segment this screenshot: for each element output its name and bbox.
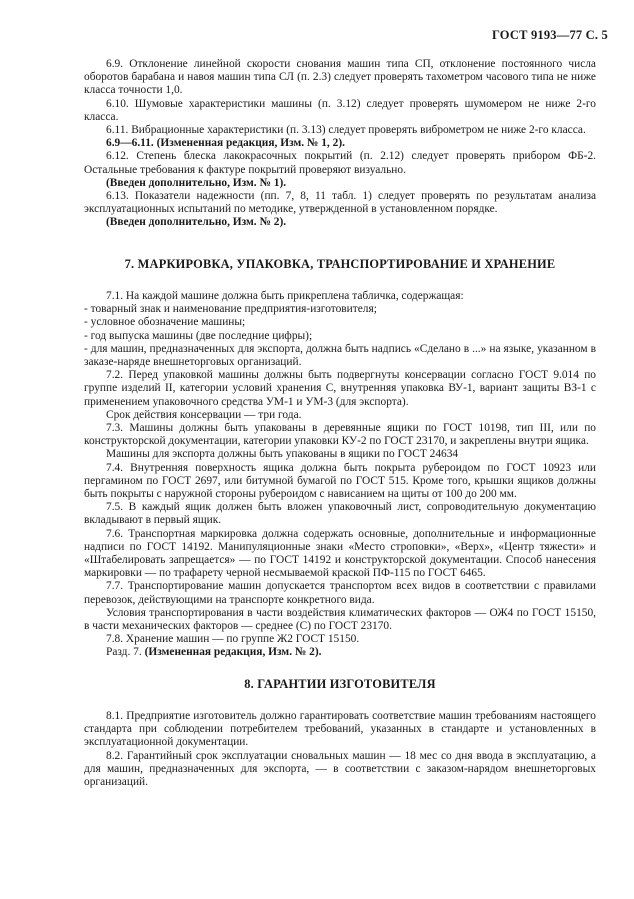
list-item: - для машин, предназначенных для экспорта, должна быть надпись «Сделано в ...» на языке, указанном в заказе-наряде внешнеторговых организаций.: [84, 342, 596, 369]
amendment-note-6-12: (Введен дополнительно, Изм. № 1).: [106, 176, 287, 189]
paragraph-7-1: 7.1. На каждой машине должна быть прикреплена табличка, содержащая:: [106, 290, 464, 302]
paragraph-8-1: 8.1. Предприятие изготовитель должно гарантировать соответствие машин требованиям настоящего стандарта при соблюдении потребителем требований, указанных в стандарте и установленных в эксплуатационной документации.: [84, 710, 596, 749]
paragraph-7-6: 7.6. Транспортная маркировка должна содержать основные, дополнительные и информационные надписи по ГОСТ 14192. Манипуляционные знаки «Место строповки», «Верх», «Центр тяжести» и «Штабелировать запрещается» — по ГОСТ 14192 и конструкторской документации. Способ нанесения маркировки — по трафарету черной несмываемой краской ПФ-115 по ГОСТ 6465.: [84, 527, 596, 580]
paragraph-6-10: 6.10. Шумовые характеристики машины (п. 3.12) следует проверять шумомером не ниже 2-го класса.: [84, 97, 596, 123]
section-8-heading: 8. ГАРАНТИИ ИЗГОТОВИТЕЛЯ: [244, 677, 436, 691]
paragraph-6-12: 6.12. Степень блеска лакокрасочных покрытий (п. 2.12) следует проверять прибором ФБ-2. Остальные требования к фактуре покрытий проверяют визуально.: [84, 150, 596, 176]
amendment-note-6-13: (Введен дополнительно, Изм. № 2).: [106, 216, 287, 229]
paragraph-transport-conditions: Условия транспортирования в части воздействия климатических факторов — ОЖ4 по ГОСТ 15150, в части механических факторов — среднее (С) по ГОСТ 23170.: [84, 606, 596, 633]
paragraph-7-2: 7.2. Перед упаковкой машины должны быть подвергнуты консервации согласно ГОСТ 9.014 по группе изделий II, категории условий хранения С, внутренняя упаковка ВУ-1, вариант защиты ВЗ-1 с применением упаковочного средства УМ-1 и УМ-3 (для экспорта).: [84, 369, 596, 408]
paragraph-7-4: 7.4. Внутренняя поверхность ящика должна быть покрыта рубероидом по ГОСТ 10923 или пергамином по ГОСТ 2697, или битумной бумагой по ГОСТ 515. Кроме того, крышки ящиков должны быть покрыты с наружной стороны рубероидом с нависанием на щиты от 100 до 200 мм.: [84, 461, 596, 501]
amendment-note-section-7: [84, 646, 596, 659]
amendment-note-6-9-6-11: 6.9—6.11. (Измененная редакция, Изм. № 1, 2).: [106, 137, 345, 150]
paragraph-8-2: 8.2. Гарантийный срок эксплуатации сновальных машин — 18 мес со дня ввода в эксплуатацию, а для машин, предназначенных для экспорта, — в соответствии с заказом-нарядом внешнеторговых организаций.: [84, 749, 596, 789]
section-6-block: [84, 58, 596, 230]
paragraph-export-packing: Машины для экспорта должны быть упакованы в ящики по ГОСТ 24634: [106, 448, 459, 461]
paragraph-6-13: 6.13. Показатели надежности (пп. 7, 8, 11 табл. 1) следует проверять по результатам анализа эксплуатационных испытаний по методике, утвержденной в установленном порядке.: [84, 190, 596, 216]
section-7-heading: 7. МАРКИРОВКА, УПАКОВКА, ТРАНСПОРТИРОВАНИЕ И ХРАНЕНИЕ: [124, 257, 556, 271]
list-item: - год выпуска машины (две последние цифры);: [84, 329, 313, 342]
paragraph-7-5: 7.5. В каждый ящик должен быть вложен упаковочный лист, сопроводительную документацию вкладывают в первый ящик.: [84, 501, 596, 527]
paragraph-conservation-term: Срок действия консервации — три года.: [106, 408, 302, 421]
paragraph-6-11: 6.11. Вибрационные характеристики (п. 3.13) следует проверять виброметром не ниже 2-го класса.: [106, 124, 586, 137]
section-7-block: [84, 290, 596, 660]
paragraph-7-3: 7.3. Машины должны быть упакованы в деревянные ящики по ГОСТ 10198, тип III, или по конструкторской документации, категории упаковки КУ-2 по ГОСТ 23170, и закреплены внутри ящика.: [84, 422, 596, 448]
list-item: - товарный знак и наименование предприятия-изготовителя;: [84, 303, 377, 316]
amendment-note-prefix: Разд. 7.: [106, 646, 142, 659]
list-item: - условное обозначение машины;: [84, 316, 246, 329]
page-header: ГОСТ 9193—77 С. 5: [491, 28, 608, 42]
paragraph-7-7: 7.7. Транспортирование машин допускается транспортом всех видов в соответствии с правилами перевозок, действующими на транспорте конкретного вида.: [84, 580, 596, 606]
section-8-block: [84, 710, 596, 789]
paragraph-6-9: 6.9. Отклонение линейной скорости снования машин типа СП, отклонение постоянного числа оборотов барабана и навоя машин типа СЛ (п. 2.3) следует проверять тахометром часового типа не ниже класса точности 1,0.: [84, 58, 596, 97]
paragraph-7-8: 7.8. Хранение машин — по группе Ж2 ГОСТ 15150.: [106, 633, 360, 646]
amendment-note-text: (Измененная редакция, Изм. № 2).: [144, 646, 322, 659]
